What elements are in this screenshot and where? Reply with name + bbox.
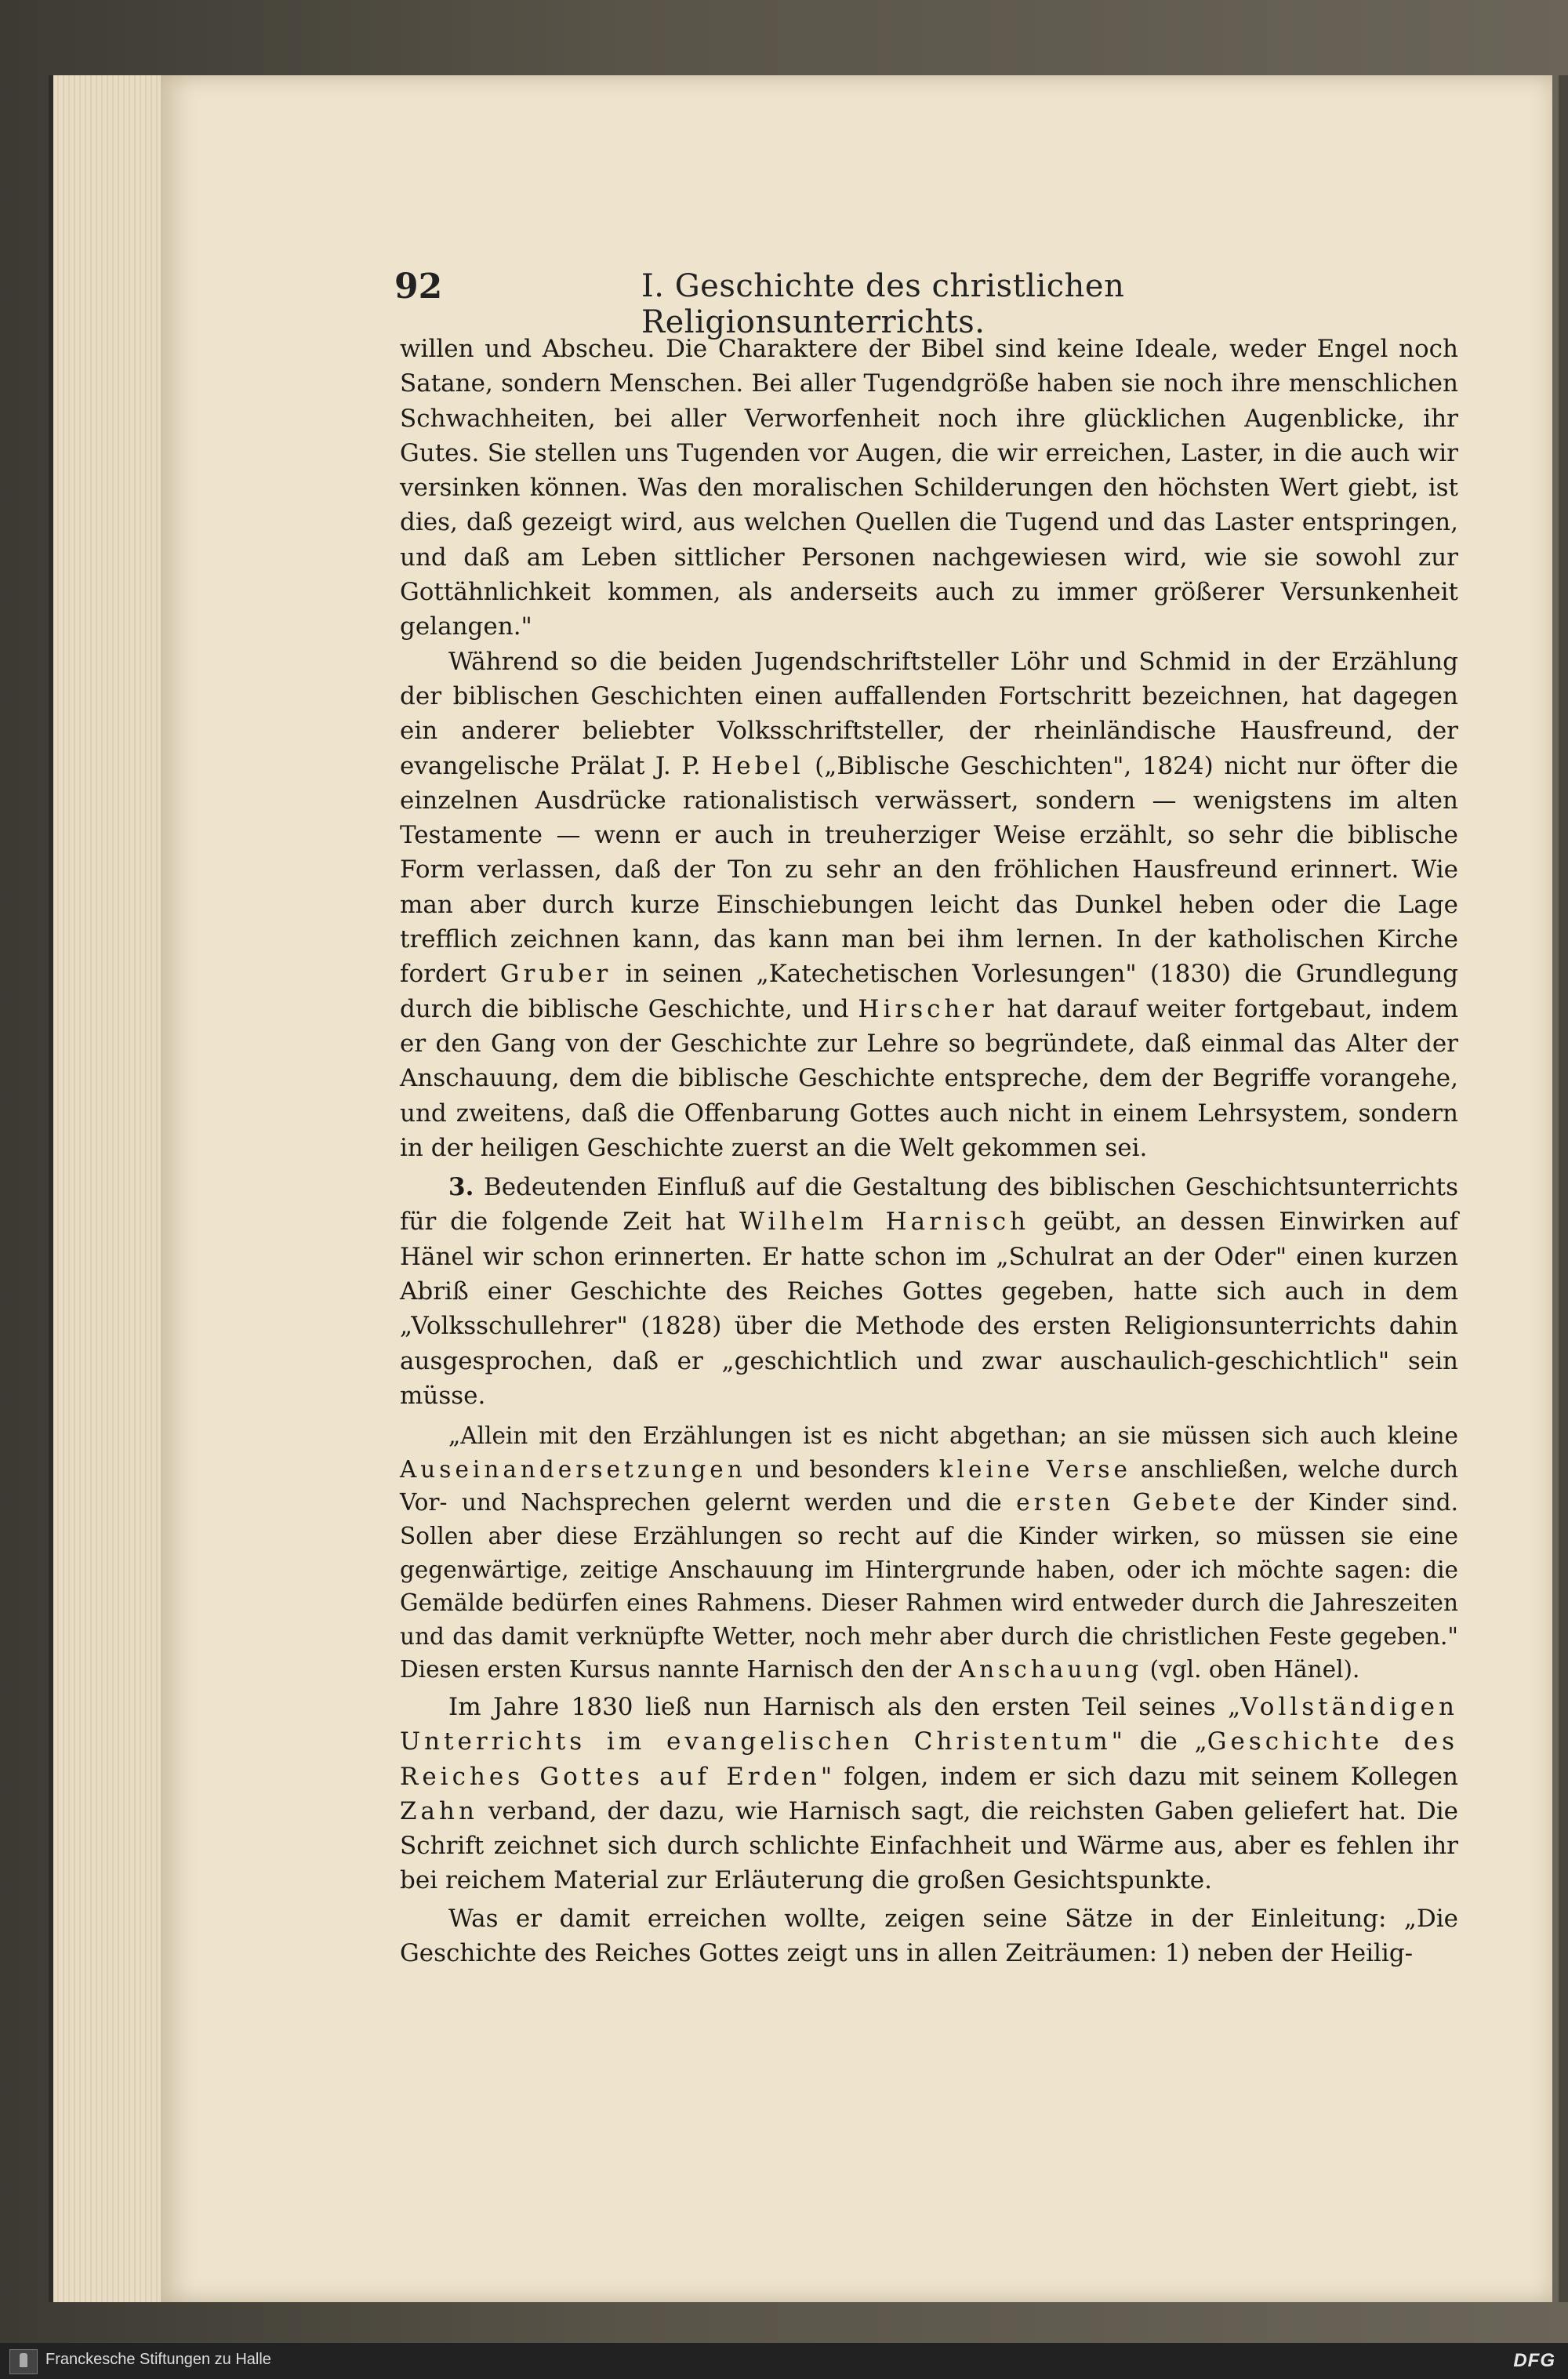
spaced-term: kleine Verse bbox=[938, 1455, 1131, 1483]
text-run: und besonders bbox=[746, 1455, 939, 1483]
text-run: geübt, an dessen Einwirken auf Hänel wir schon erinnerten. Er hatte schon im „Schulrat an der Oder" einen kurzen Abriß einer Geschichte des Reiches Gottes gegeben, hatte sich auch in dem „Volksschullehrer" (1828) über die Methode des ersten Religionsunterrichts dahin ausgesprochen, daß er „geschichtlich und zwar auschaulich-geschichtlich" sein müsse. bbox=[400, 1208, 1458, 1410]
running-head bbox=[394, 267, 1459, 340]
text-run: " die „ bbox=[1111, 1727, 1207, 1756]
text-run: in seinen „Katechetischen Vorlesungen" (1830) die Grundlegung durch die biblische Geschichte, und bbox=[400, 960, 1459, 1023]
spaced-name: Zahn bbox=[400, 1796, 478, 1825]
page-number: 92 bbox=[394, 267, 443, 307]
page-text bbox=[400, 332, 1458, 1970]
book-page-edges bbox=[49, 75, 171, 2302]
text-run: verband, der dazu, wie Harnisch sagt, die reichsten Gaben geliefert hat. Die Schrift zeichnet sich durch schlichte Einfachheit und Wärme aus, aber es fehlen ihr bei reichem Material zur Erläuterung die großen Gesichtspunkte. bbox=[400, 1796, 1458, 1895]
paragraph-introduction: Was er damit erreichen wollte, zeigen seine Sätze in der Einleitung: „Die Geschichte des Reiches Gottes zeigt uns in allen Zeiträumen: 1) neben der Heilig- bbox=[400, 1904, 1458, 1968]
spaced-name: Hirscher bbox=[858, 994, 998, 1023]
paragraph-continuation: willen und Abscheu. Die Charaktere der Bibel sind keine Ideale, weder Engel noch Satane, sondern Menschen. Bei aller Tugendgröße haben sie noch ihre menschlichen Schwachheiten, bei aller Verworfenheit noch ihre glücklichen Augenblicke, ihr Gutes. Sie stellen uns Tugenden vor Augen, die wir erreichen, Laster, in die auch wir versinken können. Was den moralischen Schilderungen den höchsten Wert giebt, ist dies, daß gezeigt wird, aus welchen Quellen die Tugend und das Laster entspringen, und daß am Leben sittlicher Personen nachgewiesen wird, wie sie sowohl zur Gottähnlichkeit kommen, als anderseits auch zu immer größerer Versunkenheit gelangen." bbox=[400, 335, 1458, 641]
library-name: Franckesche Stiftungen zu Halle bbox=[45, 2351, 271, 2368]
spaced-title: Geschichte des Reiches Gottes auf Erden bbox=[400, 1727, 1458, 1791]
text-run: Bedeutenden Einfluß auf die Gestaltung des biblischen Geschichtsunterrichts für die folgende Zeit hat bbox=[400, 1173, 1458, 1237]
paragraph-section-3 bbox=[400, 1170, 1458, 1413]
text-run: hat darauf weiter fortgebaut, indem er den Gang von der Geschichte zur Lehre so begründete, daß einmal das Alter der Anschauung, dem die biblische Geschichte entspreche, dem der Begriffe vorangehe, und zweitens, daß die Offenbarung Gottes auch nicht in einem Lehrsystem, sondern in der heiligen Geschichte zuerst an die Welt gekommen sei. bbox=[400, 994, 1458, 1162]
text-run: " folgen, indem er sich dazu mit seinem Kollegen bbox=[820, 1762, 1458, 1791]
spaced-name: Hebel bbox=[711, 751, 804, 780]
viewer-footer bbox=[0, 2343, 1568, 2379]
text-run: Während so die beiden Jugendschriftsteller Löhr und Schmid in der Erzählung der biblischen Geschichten einen auffallenden Fortschritt bezeichnen, hat dagegen ein anderer beliebter Volksschriftsteller, der rheinländische Hausfreund, der evangelische Prälat J. P. bbox=[400, 647, 1458, 780]
spaced-name: Gruber bbox=[499, 960, 612, 989]
library-logo-icon bbox=[9, 2349, 38, 2374]
paragraph-1830 bbox=[400, 1690, 1458, 1898]
spaced-name: Wilhelm Harnisch bbox=[739, 1208, 1030, 1237]
text-run: der Kinder sind. Sollen aber diese Erzählungen so recht auf die Kinder wirken, so müssen sie eine gegenwärtige, zeitige Anschauung im Hintergrunde haben, oder ich möchte sagen: die Gemälde bedürfen eines Rahmens. Dieser Rahmen wird entweder durch die Jahreszeiten und das damit verknüpfte Wetter, noch mehr aber durch die christlichen Feste gegeben." Diesen ersten Kursus nannte Harnisch den der bbox=[400, 1489, 1458, 1683]
spaced-title: Vollständigen Unterrichts im evangelischen Christentum bbox=[400, 1692, 1458, 1756]
chapter-title: I. Geschichte des christlichen Religionsunterrichts. bbox=[641, 268, 1125, 340]
spaced-term: Auseinandersetzungen bbox=[400, 1455, 746, 1483]
spaced-term: ersten Gebete bbox=[1016, 1489, 1240, 1516]
paragraph-hebel bbox=[400, 645, 1458, 1165]
text-run: („Biblische Geschichten", 1824) nicht nur öfter die einzelnen Ausdrücke rationalistisch verwässert, sondern — wenigstens im alten Testamente — wenn er auch in treuherziger Weise erzählt, so sehr die biblische Form verlassen, daß der Ton zu sehr an den fröhlichen Hausfreund erinnert. Wie man aber durch kurze Einschiebungen leicht das Dunkel heben oder die Lage trefflich zeichnen kann, das kann man bei ihm lernen. In der katholischen Kirche fordert bbox=[400, 751, 1458, 989]
section-number: 3. bbox=[448, 1173, 474, 1202]
text-run: anschließen, welche durch Vor- und Nachsprechen gelernt werden und die bbox=[400, 1455, 1459, 1516]
text-run: Im Jahre 1830 ließ nun Harnisch als den ersten Teil seines „ bbox=[448, 1692, 1241, 1721]
dfg-logo: DFG bbox=[1513, 2350, 1555, 2371]
text-run: „Allein mit den Erzählungen ist es nicht abgethan; an sie müssen sich auch kleine bbox=[448, 1422, 1458, 1450]
quotation-paragraph bbox=[400, 1419, 1458, 1687]
spaced-term: Anschauung bbox=[958, 1656, 1143, 1683]
text-run: (vgl. oben Hänel). bbox=[1142, 1656, 1360, 1683]
page-right-edge bbox=[1559, 75, 1568, 2302]
